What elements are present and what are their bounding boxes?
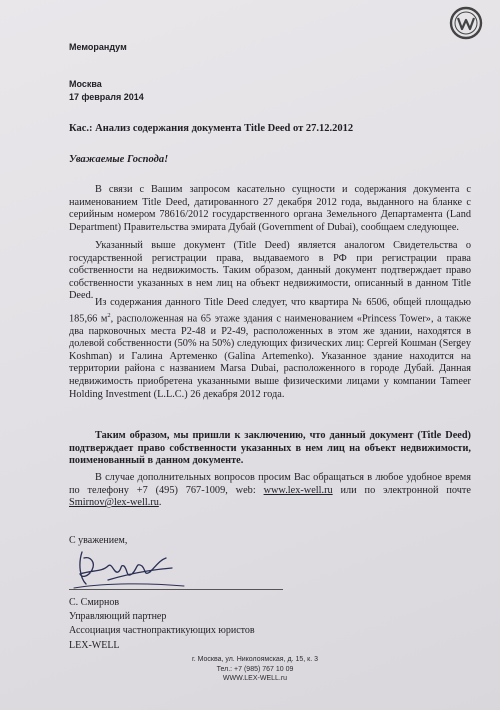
contact-text-end: . xyxy=(158,497,162,509)
email-link[interactable]: Smirnov@lex-well.ru xyxy=(69,497,159,509)
square-meter-superscript: 2 xyxy=(107,311,111,319)
footer-address: г. Москва, ул. Николоямская, д. 15, к. 3 xyxy=(192,656,318,663)
firm-logo-icon xyxy=(449,6,483,40)
signatory-role: Управляющий партнер xyxy=(69,611,167,622)
handwritten-signature-icon xyxy=(68,544,188,594)
footer-phone: Тел.: +7 (985) 767 10 09 xyxy=(216,665,294,673)
greeting: Уважаемые Господа! xyxy=(69,154,169,165)
paragraph-property-details xyxy=(69,297,471,401)
signatory-name: С. Смирнов xyxy=(69,597,120,608)
document-city: Москва xyxy=(69,79,102,89)
footer-web: WWW.LEX-WELL.ru xyxy=(222,675,288,682)
subject-line: Кас.: Анализ содержания документа Title Deed от 27.12.2012 xyxy=(69,123,354,134)
property-text-start: Из содержания данного Title Deed следует, что квартира № 6506, общей площадью 185,66 м xyxy=(69,297,471,325)
firm-name: LEX-WELL xyxy=(69,640,120,651)
paragraph-contacts xyxy=(69,472,471,510)
footer-contacts xyxy=(180,655,330,684)
paragraph-conclusion: Таким образом, мы пришли к заключению, что данный документ (Title Deed) подтверждает право собственности указанных в нем лиц на объект недвижимости, поименованный в данном документе. xyxy=(69,430,471,467)
contact-text-email-intro: или по электронной почте xyxy=(332,484,472,496)
contact-text-phone: В случае дополнительных вопросов просим Вас обращаться в любое удобное время по телефону +7 (495) 767-1009, web: xyxy=(69,472,471,496)
paragraph-request: В связи с Вашим запросом касательно сущности и содержания документа с наименованием Title Deed, датированного 27 декабря 2012 года, выданного на бланке с серийным номером 78616/2012 государственного органа Земельного Департамента (Land Department) Правительства эмирата Дубай (Government of Dubai), сообщаем следующее. xyxy=(69,184,471,233)
association-name: Ассоциация частнопрактикующих юристов xyxy=(69,625,255,636)
paragraph-document-nature: Указанный выше документ (Title Deed) является аналогом Свидетельства о государственной регистрации права, выдаваемого в РФ при регистрации права собственности на недвижимость. Таким образом, данный документ подтверждает право собственности указанных в нем лиц на объект недвижимости, описанный в данном Title Deed. xyxy=(69,240,471,302)
property-text-end: , расположенная на 65 этаже здания с наименованием «Princess Tower», а также два парковочных места P2-48 и P2-49, расположенных в этом же здании, находятся в долевой собственности (50% на 50%) следующих физических лиц: Сергей Кошман (Sergey Koshman) и Галина Артеменко (Galina Artemenko). Указанное здание находится на территории района с названием Marsa Dubai, расположенного в городе Дубай. Данная недвижимость приобретена указанными выше физическими лицами у компании Tameer Holding Investment (L.L.C.) 26 декабря 2012 года. xyxy=(69,313,471,400)
regards-line: С уважением, xyxy=(69,535,128,546)
document-type: Меморандум xyxy=(69,42,127,52)
signature-line xyxy=(69,589,283,590)
document-date: 17 февраля 2014 xyxy=(69,92,144,102)
website-link[interactable]: www.lex-well.ru xyxy=(263,484,333,496)
